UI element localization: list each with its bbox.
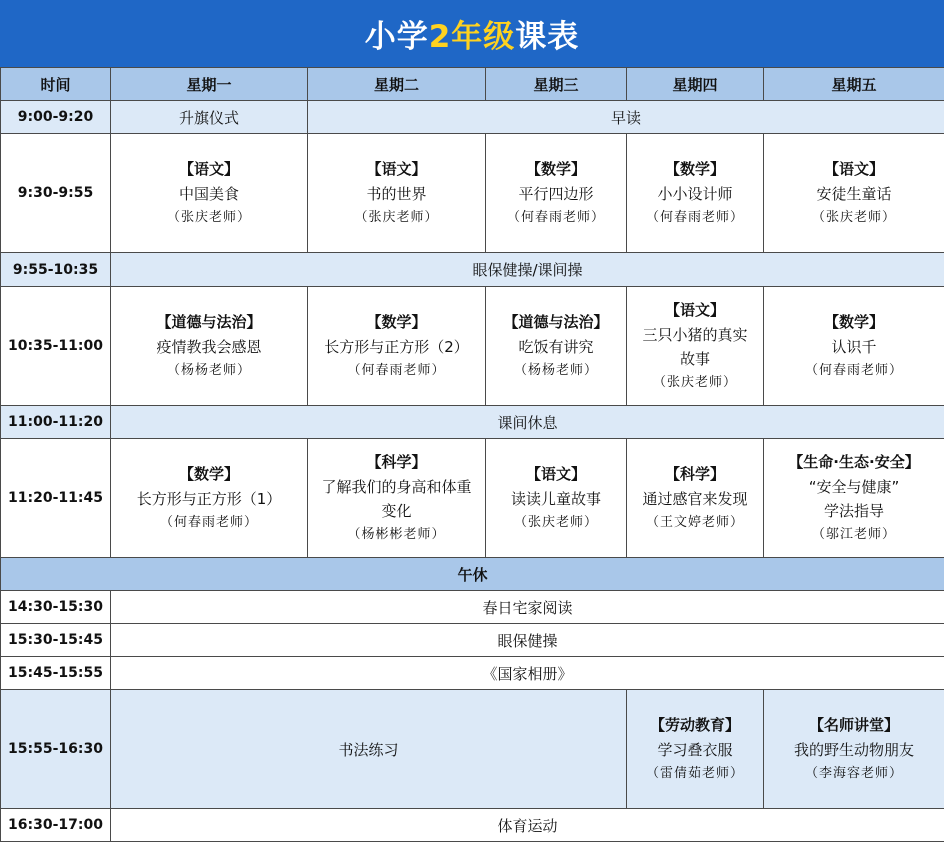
subject-label: 【科学】: [366, 452, 427, 471]
teacher-label: （张庆老师）: [811, 209, 896, 225]
lesson-cell: [627, 439, 764, 558]
topic-label: 小小设计师: [657, 184, 733, 203]
teacher-label: （邬江老师）: [811, 526, 896, 542]
title-grade: 2年级: [428, 19, 516, 55]
subject-label: 【道德与法治】: [156, 312, 262, 331]
topic-label: 吃饭有讲究: [518, 337, 594, 356]
subject-label: 【语文】: [664, 300, 725, 319]
timetable: [0, 67, 944, 842]
lesson-cell: [764, 287, 944, 406]
header-time: 时间: [1, 68, 111, 101]
header-thursday: 星期四: [627, 68, 764, 101]
topic-label: 学习叠衣服: [657, 740, 733, 759]
subject-label: 【生命·生态·安全】: [788, 452, 920, 471]
lesson-cell: [308, 287, 486, 406]
lesson-cell: [764, 439, 944, 558]
topic-label: 平行四边形: [518, 184, 594, 203]
activity-cell: 《国家相册》: [111, 657, 944, 690]
table-row: [1, 439, 944, 558]
teacher-label: （王文婷老师）: [645, 514, 744, 530]
teacher-label: （杨杨老师）: [166, 362, 251, 378]
teacher-label: （张庆老师）: [166, 209, 251, 225]
subject-label: 【数学】: [525, 159, 586, 178]
time-cell: 9:00-9:20: [1, 101, 111, 134]
topic-label: 长方形与正方形（2）: [324, 337, 469, 356]
subject-label: 【语文】: [823, 159, 884, 178]
lesson-cell: [486, 134, 627, 253]
lunch-break-cell: 午休: [1, 558, 944, 591]
subject-label: 【名师讲堂】: [808, 715, 899, 734]
time-cell: 15:55-16:30: [1, 690, 111, 809]
table-row: [1, 253, 944, 287]
topic-label: 长方形与正方形（1）: [136, 489, 282, 508]
table-row: [1, 624, 944, 657]
topic-label: 中国美食: [178, 184, 239, 203]
table-row: [1, 809, 944, 842]
teacher-label: （张庆老师）: [652, 374, 737, 390]
lesson-cell: [308, 134, 486, 253]
lesson-cell: [111, 287, 308, 406]
topic-label-line2: 学法指导: [823, 501, 884, 520]
title-prefix: 小学: [364, 19, 429, 55]
teacher-label: （张庆老师）: [354, 209, 439, 225]
header-monday: 星期一: [111, 68, 308, 101]
lesson-cell: [111, 134, 308, 253]
lesson-cell: [627, 690, 764, 809]
subject-label: 【语文】: [525, 464, 586, 483]
teacher-label: （何春雨老师）: [506, 209, 605, 225]
topic-label: 读读儿童故事: [510, 489, 601, 508]
time-cell: 9:30-9:55: [1, 134, 111, 253]
lesson-cell: [486, 287, 627, 406]
subject-label: 【数学】: [178, 464, 239, 483]
activity-cell: 早读: [308, 101, 944, 134]
lesson-cell: [308, 439, 486, 558]
topic-label: 认识千: [831, 337, 877, 356]
subject-label: 【科学】: [664, 464, 725, 483]
table-row: [1, 101, 944, 134]
subject-label: 【数学】: [664, 159, 725, 178]
teacher-label: （张庆老师）: [513, 514, 598, 530]
teacher-label: （杨杨老师）: [513, 362, 598, 378]
table-row: [1, 406, 944, 439]
subject-label: 【语文】: [366, 159, 427, 178]
subject-label: 【语文】: [178, 159, 239, 178]
table-row: [1, 591, 944, 624]
table-row: [1, 558, 944, 591]
table-row: [1, 287, 944, 406]
time-cell: 14:30-15:30: [1, 591, 111, 624]
topic-label: 三只小猪的真实: [642, 325, 748, 344]
title-bar: [0, 0, 944, 67]
teacher-label: （李海容老师）: [804, 765, 903, 781]
subject-label: 【数学】: [823, 312, 884, 331]
topic-label: 了解我们的身高和体重: [321, 477, 472, 496]
table-row: [1, 134, 944, 253]
subject-label: 【数学】: [366, 312, 427, 331]
activity-cell: 书法练习: [111, 690, 627, 809]
teacher-label: （雷倩茹老师）: [645, 765, 744, 781]
teacher-label: （何春雨老师）: [645, 209, 744, 225]
activity-cell: 眼保健操/课间操: [111, 253, 944, 287]
teacher-label: （杨彬彬老师）: [347, 526, 446, 542]
page-title: [365, 11, 580, 56]
activity-cell: 春日宅家阅读: [111, 591, 944, 624]
time-cell: 9:55-10:35: [1, 253, 111, 287]
subject-label: 【道德与法治】: [503, 312, 609, 331]
header-wednesday: 星期三: [486, 68, 627, 101]
time-cell: 11:00-11:20: [1, 406, 111, 439]
topic-label-line2: 变化: [381, 501, 412, 520]
teacher-label: （何春雨老师）: [347, 362, 446, 378]
activity-cell: 课间休息: [111, 406, 944, 439]
lesson-cell: [764, 690, 944, 809]
topic-label: 书的世界: [366, 184, 427, 203]
teacher-label: （何春雨老师）: [159, 514, 258, 530]
teacher-label: （何春雨老师）: [804, 362, 903, 378]
header-friday: 星期五: [764, 68, 944, 101]
topic-label: 通过感官来发现: [642, 489, 748, 508]
time-cell: 15:30-15:45: [1, 624, 111, 657]
subject-label: 【劳动教育】: [649, 715, 740, 734]
activity-cell: 体育运动: [111, 809, 944, 842]
topic-label: 我的野生动物朋友: [793, 740, 914, 759]
header-row: [1, 68, 944, 101]
lesson-cell: [764, 134, 944, 253]
lesson-cell: [486, 439, 627, 558]
time-cell: 11:20-11:45: [1, 439, 111, 558]
table-row: [1, 657, 944, 690]
lesson-cell: [627, 134, 764, 253]
table-row: [1, 690, 944, 809]
time-cell: 15:45-15:55: [1, 657, 111, 690]
lesson-cell: [627, 287, 764, 406]
activity-cell: 眼保健操: [111, 624, 944, 657]
time-cell: 16:30-17:00: [1, 809, 111, 842]
lesson-cell: [111, 439, 308, 558]
topic-label: 安徒生童话: [816, 184, 892, 203]
activity-cell: 升旗仪式: [111, 101, 308, 134]
topic-label: “安全与健康”: [808, 477, 900, 496]
header-tuesday: 星期二: [308, 68, 486, 101]
time-cell: 10:35-11:00: [1, 287, 111, 406]
title-suffix: 课表: [515, 19, 580, 55]
topic-label: 疫情教我会感恩: [156, 337, 262, 356]
topic-label-line2: 故事: [679, 349, 710, 368]
